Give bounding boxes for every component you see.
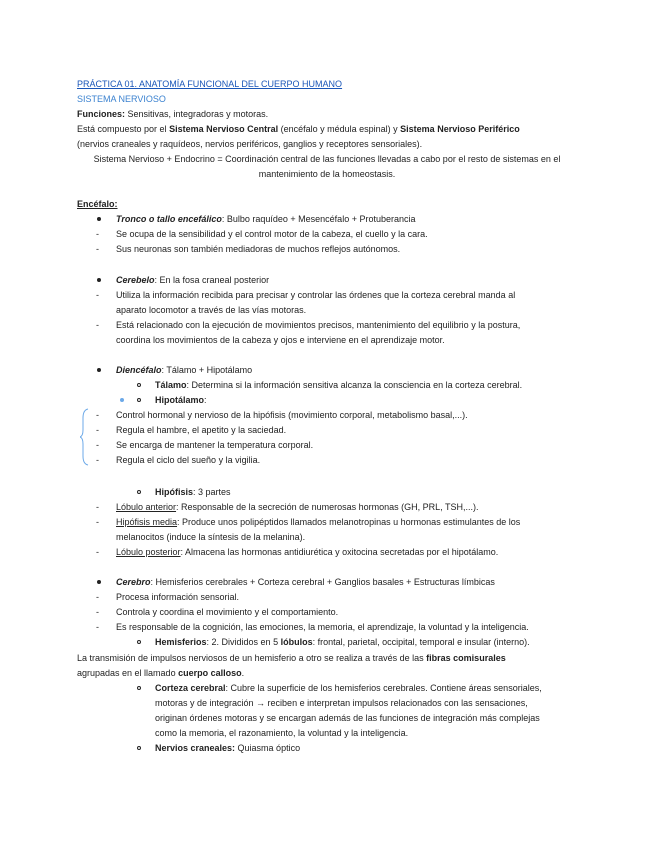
text: La transmisión de impulsos nerviosos de un hemisferio a otro se realiza a través de las bbox=[77, 653, 427, 663]
funciones-label: Funciones: bbox=[77, 109, 126, 119]
diencefalo-label: Diencéfalo bbox=[116, 365, 162, 375]
hipofisis-label: Hipófisis bbox=[155, 487, 194, 497]
transmision-line-2 bbox=[77, 666, 244, 681]
cerebro-desc-3: Es responsable de la cognición, las emociones, la memoria, el aprendizaje, la voluntad y la inteligencia. bbox=[116, 622, 529, 632]
funciones-line bbox=[77, 107, 268, 122]
compuesto-line-1 bbox=[77, 122, 520, 137]
section-subtitle: SISTEMA NERVIOSO bbox=[77, 94, 166, 104]
cerebelo-line bbox=[116, 273, 269, 288]
dash-icon: - bbox=[96, 320, 99, 330]
cerebelo-text: : En la fosa craneal posterior bbox=[154, 275, 270, 285]
hipofisis-media-label: Hipófisis media bbox=[116, 517, 178, 527]
talamo-line bbox=[155, 378, 522, 393]
nervios-label: Nervios craneales: bbox=[155, 743, 236, 753]
brace-icon bbox=[80, 408, 90, 466]
lobulo-posterior-line bbox=[116, 545, 498, 560]
nervios-line bbox=[155, 741, 300, 756]
transmision-line-1 bbox=[77, 651, 506, 666]
funciones-text: Sensitivas, integradoras y motoras. bbox=[125, 109, 269, 119]
corteza-label: Corteza cerebral bbox=[155, 683, 226, 693]
hipofisis-media-line bbox=[116, 515, 520, 530]
dash-icon: - bbox=[96, 244, 99, 254]
hipotalamo-fn-1: Control hormonal y nervioso de la hipófisis (movimiento corporal, metabolismo basal,...). bbox=[116, 410, 468, 420]
cerebelo-desc-2a: Está relacionado con la ejecución de movimientos precisos, mantenimiento del equilibrio y la postura, bbox=[116, 320, 521, 330]
text: : Almacena las hormonas antidiurética y oxitocina secretadas por el hipotálamo. bbox=[180, 547, 499, 557]
dash-icon: - bbox=[96, 592, 99, 602]
circle-bullet-icon bbox=[137, 640, 141, 644]
hipotalamo-fn-4: Regula el ciclo del sueño y la vigilia. bbox=[116, 455, 261, 465]
hipofisis-media-line-2: melanocitos (induce la síntesis de la melanina). bbox=[116, 532, 306, 542]
snc-term: Sistema Nervioso Central bbox=[169, 124, 279, 134]
dash-icon: - bbox=[96, 290, 99, 300]
dash-icon: - bbox=[96, 425, 99, 435]
bullet-icon bbox=[97, 278, 101, 282]
lobulo-anterior-label: Lóbulo anterior bbox=[116, 502, 177, 512]
cerebro-desc-1: Procesa información sensorial. bbox=[116, 592, 240, 602]
circle-bullet-icon bbox=[137, 383, 141, 387]
diencefalo-line bbox=[116, 363, 252, 378]
cerebelo-desc-2b: coordina los movimientos de la cabeza y ojos e interviene en el aprendizaje motor. bbox=[116, 335, 445, 345]
tronco-line bbox=[116, 212, 416, 227]
bullet-icon bbox=[97, 580, 101, 584]
cerebelo-label: Cerebelo bbox=[116, 275, 155, 285]
circle-bullet-icon bbox=[137, 746, 141, 750]
text: (encéfalo y médula espinal) y bbox=[278, 124, 401, 134]
compuesto-line-2: (nervios craneales y raquídeos, nervios periféricos, ganglios y receptores sensoriales). bbox=[77, 139, 423, 149]
corteza-line-1 bbox=[155, 681, 542, 696]
snp-term: Sistema Nervioso Periférico bbox=[400, 124, 520, 134]
dash-icon: - bbox=[96, 440, 99, 450]
text: : bbox=[204, 395, 207, 405]
fibras-term: fibras comisurales bbox=[426, 653, 506, 663]
text: agrupadas en el llamado bbox=[77, 668, 179, 678]
cerebro-desc-2: Controla y coordina el movimiento y el comportamiento. bbox=[116, 607, 339, 617]
dash-icon: - bbox=[96, 622, 99, 632]
circle-bullet-icon bbox=[137, 686, 141, 690]
text: . bbox=[241, 668, 245, 678]
hipofisis-line bbox=[155, 485, 231, 500]
cerebro-line bbox=[116, 575, 495, 590]
lobulo-posterior-label: Lóbulo posterior bbox=[116, 547, 181, 557]
circle-bullet-icon bbox=[137, 398, 141, 402]
text: Quiasma óptico bbox=[235, 743, 301, 753]
corteza-line-3: originan órdenes motoras y se encargan además de las funciones de integración más complejas bbox=[155, 713, 540, 723]
hipotalamo-fn-3: Se encarga de mantener la temperatura corporal. bbox=[116, 440, 314, 450]
corteza-line-2: motoras y de integración → reciben e interpretan impulsos relacionados con las sensaciones, bbox=[155, 698, 528, 708]
circle-bullet-icon bbox=[137, 490, 141, 494]
bullet-icon bbox=[97, 217, 101, 221]
lobulo-anterior-line bbox=[116, 500, 479, 515]
endocrino-line-2: mantenimiento de la homeostasis. bbox=[258, 169, 396, 179]
talamo-label: Tálamo bbox=[155, 380, 187, 390]
marker-dot-icon bbox=[120, 398, 124, 402]
encefalo-heading: Encéfalo: bbox=[77, 199, 118, 209]
hemisferios-line bbox=[155, 635, 530, 650]
cerebro-text: : Hemisferios cerebrales + Corteza cerebral + Ganglios basales + Estructuras límbicas bbox=[150, 577, 495, 587]
dash-icon: - bbox=[96, 547, 99, 557]
cerebro-label: Cerebro bbox=[116, 577, 151, 587]
dash-icon: - bbox=[96, 455, 99, 465]
text: : frontal, parietal, occipital, temporal e insular (interno). bbox=[312, 637, 530, 647]
tronco-desc-1: Se ocupa de la sensibilidad y el control motor de la cabeza, el cuello y la cara. bbox=[116, 229, 428, 239]
tronco-label: Tronco o tallo encefálico bbox=[116, 214, 222, 224]
diencefalo-text: : Tálamo + Hipotálamo bbox=[161, 365, 253, 375]
cerebelo-desc-1a: Utiliza la información recibida para precisar y controlar las órdenes que la corteza cerebral manda al bbox=[116, 290, 516, 300]
corteza-line-4: como la memoria, el razonamiento, la voluntad y la inteligencia. bbox=[155, 728, 409, 738]
dash-icon: - bbox=[96, 502, 99, 512]
hipofisis-text: : 3 partes bbox=[193, 487, 231, 497]
text: : Cubre la superficie de los hemisferios cerebrales. Contiene áreas sensoriales, bbox=[225, 683, 542, 693]
hemisferios-label: Hemisferios bbox=[155, 637, 207, 647]
tronco-text: : Bulbo raquídeo + Mesencéfalo + Protuberancia bbox=[221, 214, 416, 224]
hipotalamo-label: Hipotálamo bbox=[155, 395, 205, 405]
endocrino-line-1: Sistema Nervioso + Endocrino = Coordinación central de las funciones llevadas a cabo por el resto de sistemas en el bbox=[93, 154, 561, 164]
lobulos-term: lóbulos bbox=[280, 637, 313, 647]
dash-icon: - bbox=[96, 517, 99, 527]
cerebelo-desc-1b: aparato locomotor a través de las vías motoras. bbox=[116, 305, 307, 315]
cuerpo-calloso-term: cuerpo calloso bbox=[178, 668, 242, 678]
talamo-text: : Determina si la información sensitiva alcanza la consciencia en la corteza cerebral. bbox=[186, 380, 523, 390]
dash-icon: - bbox=[96, 607, 99, 617]
dash-icon: - bbox=[96, 410, 99, 420]
tronco-desc-2: Sus neuronas son también mediadoras de muchos reflejos autónomos. bbox=[116, 244, 401, 254]
hipotalamo-fn-2: Regula el hambre, el apetito y la saciedad. bbox=[116, 425, 287, 435]
hipotalamo-line bbox=[155, 393, 207, 408]
dash-icon: - bbox=[96, 229, 99, 239]
text: : Produce unos polipéptidos llamados melanotropinas u hormonas estimulantes de los bbox=[177, 517, 521, 527]
text: Está compuesto por el bbox=[77, 124, 170, 134]
doc-title: PRÁCTICA 01. ANATOMÍA FUNCIONAL DEL CUERPO HUMANO bbox=[77, 79, 343, 89]
text: : 2. Divididos en 5 bbox=[206, 637, 281, 647]
text: : Responsable de la secreción de numerosas hormonas (GH, PRL, TSH,...). bbox=[176, 502, 479, 512]
bullet-icon bbox=[97, 368, 101, 372]
